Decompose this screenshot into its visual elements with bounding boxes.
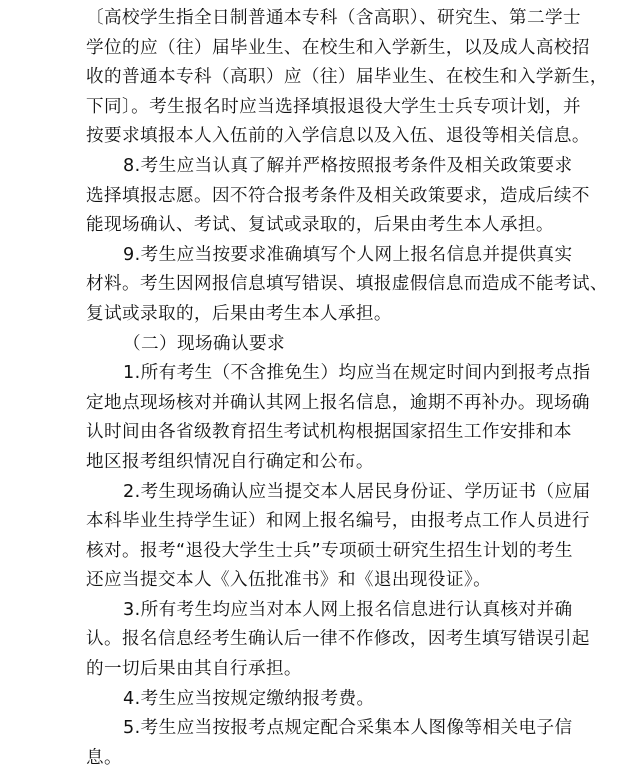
text-line: 认时间由各省级教育招生考试机构根据国家招生工作安排和本	[86, 422, 572, 443]
text-line: 认。报名信息经考生确认后一律不作修改，因考生填写错误引起	[86, 629, 590, 650]
text-line: 复试或录取的，后果由考生本人承担。	[86, 303, 392, 324]
text-line: 地区报考组织情况自行确定和公布。	[86, 451, 374, 472]
paragraph-8-start: 8.考生应当认真了解并严格按照报考条件及相关政策要求	[123, 155, 573, 176]
text-line: 核对。报考“退役大学生士兵”专项硕士研究生招生计划的考生	[86, 540, 573, 561]
text-line: 学位的应（往）届毕业生、在校生和入学新生，以及成人高校招	[86, 37, 590, 58]
paragraph-9-start: 9.考生应当按要求准确填写个人网上报名信息并提供真实	[123, 244, 573, 265]
text-line: 本科毕业生持学生证）和网上报名编号，由报考点工作人员进行	[86, 511, 590, 532]
paragraph-1-start: 1.所有考生（不含推免生）均应当在规定时间内到报考点指	[123, 363, 591, 384]
text-line: 选择填报志愿。因不符合报考条件及相关政策要求，造成后续不	[86, 185, 590, 206]
text-line: 还应当提交本人《入伍批准书》和《退出现役证》。	[86, 570, 492, 591]
paragraph-3-start: 3.所有考生均应当对本人网上报名信息进行认真核对并确	[123, 599, 573, 620]
text-line: 收的普通本专科（高职）应（往）届毕业生、在校生和入学新生，	[86, 67, 608, 88]
text-line: 下同〕。考生报名时应当选择填报退役大学生士兵专项计划，并	[86, 96, 582, 117]
text-line: 息。	[86, 747, 122, 768]
text-line: 材料。考生因网报信息填写错误、填报虚假信息而造成不能考试、	[86, 274, 608, 295]
paragraph-5-start: 5.考生应当按报考点规定配合采集本人图像等相关电子信	[123, 718, 573, 739]
paragraph-4: 4.考生应当按规定缴纳报考费。	[123, 688, 375, 709]
text-line: 定地点现场核对并确认其网上报名信息，逾期不再补办。现场确	[86, 392, 590, 413]
paragraph-2-start: 2.考生现场确认应当提交本人居民身份证、学历证书（应届	[123, 481, 591, 502]
section-heading: （二）现场确认要求	[123, 333, 285, 354]
text-line: 能现场确认、考试、复试或录取的，后果由考生本人承担。	[86, 215, 554, 236]
text-line: 按要求填报本人入伍前的入学信息以及入伍、退役等相关信息。	[86, 126, 590, 147]
text-line: 的一切后果由其自行承担。	[86, 659, 302, 680]
text-line: 〔高校学生指全日制普通本专科（含高职）、研究生、第二学士	[86, 8, 582, 28]
